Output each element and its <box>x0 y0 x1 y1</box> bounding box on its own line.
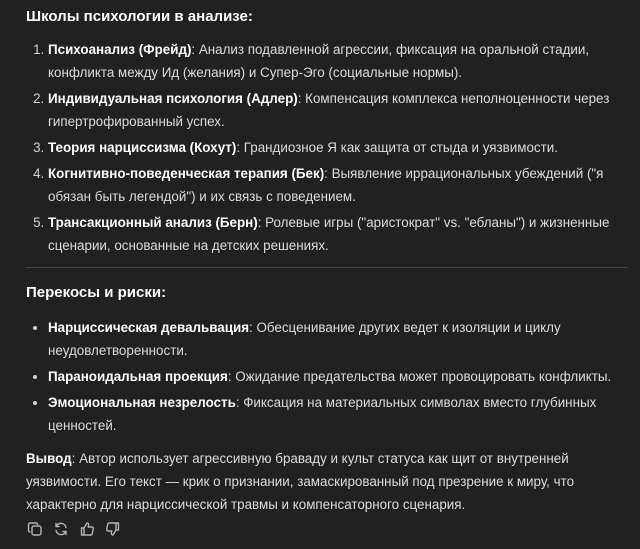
item-label: Теория нарциссизма (Кохут) <box>48 140 237 155</box>
item-label: Нарциссическая девальвация <box>48 320 250 335</box>
item-text: : Фиксация на материальных символах вместо глубинных ценностей. <box>48 395 597 433</box>
list-item <box>48 136 628 159</box>
item-text: : Компенсация комплекса неполноценности через гипертрофированный успех. <box>48 91 610 129</box>
divider <box>26 267 628 268</box>
list-item <box>48 211 628 257</box>
item-label: Психоанализ (Фрейд) <box>48 42 192 57</box>
conclusion-paragraph <box>26 447 628 516</box>
item-label: Параноидальная проекция <box>48 369 228 384</box>
item-text: : Анализ подавленной агрессии, фиксация на оральной стадии, конфликта между Ид (желания) и Супер-Эго (социальные нормы). <box>48 42 590 80</box>
item-text: : Обесценивание других ведет к изоляции и циклу неудовлетворенности. <box>48 320 561 358</box>
item-text: : Ожидание предательства может провоцировать конфликты. <box>227 369 612 384</box>
thumbs-down-icon[interactable] <box>104 520 122 538</box>
list-item <box>48 391 628 437</box>
list-item <box>48 316 628 362</box>
regenerate-icon[interactable] <box>52 520 70 538</box>
item-label: Эмоциональная незрелость <box>48 395 236 410</box>
thumbs-up-icon[interactable] <box>78 520 96 538</box>
item-label: Когнитивно-поведенческая терапия (Бек) <box>48 166 325 181</box>
copy-icon[interactable] <box>26 520 44 538</box>
section-heading-risks: Перекосы и риски: <box>26 284 167 301</box>
item-label: Трансакционный анализ (Берн) <box>48 215 258 230</box>
conclusion-label: Вывод <box>26 451 72 466</box>
schools-list <box>26 38 628 257</box>
list-item <box>48 162 628 208</box>
list-item <box>48 365 628 388</box>
item-text: : Ролевые игры ("аристократ" vs. "ебланы") и жизненные сценарии, основанные на детских решениях. <box>48 215 610 253</box>
list-item <box>48 87 628 133</box>
item-text: : Грандиозное Я как защита от стыда и уязвимости. <box>236 140 558 155</box>
section-heading-schools: Школы психологии в анализе: <box>26 8 253 25</box>
conclusion-text: : Автор использует агрессивную браваду и культ статуса как щит от внутренней уязвимости. Его текст — крик о признании, замаскированный под презрение к миру, что характерно для нарциссической травмы и компенсаторного сценария. <box>26 451 575 512</box>
message-actions-toolbar <box>26 520 122 538</box>
list-item <box>48 38 628 84</box>
risks-list <box>26 316 628 437</box>
item-text: : Выявление иррациональных убеждений ("я обязан быть легендой") и их связь с поведением. <box>48 166 604 204</box>
item-label: Индивидуальная психология (Адлер) <box>48 91 298 106</box>
